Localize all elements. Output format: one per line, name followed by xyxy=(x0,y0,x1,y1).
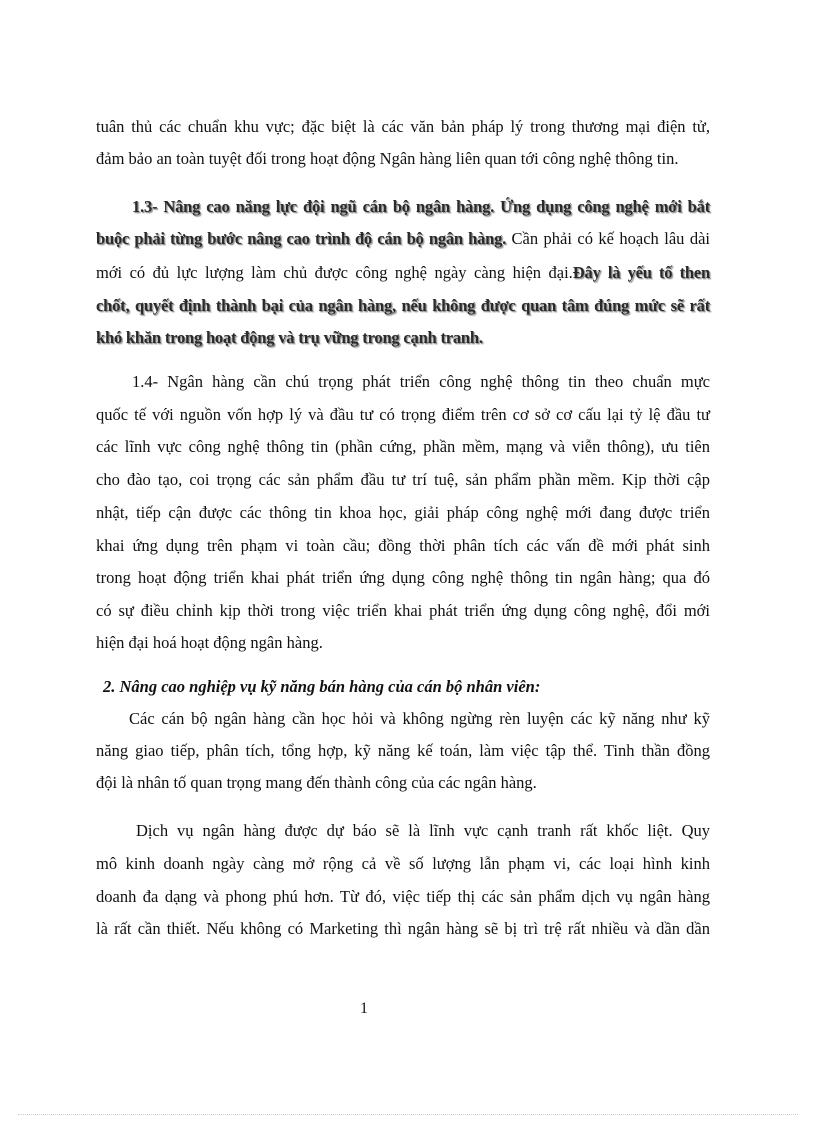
section-1-4-line: các lĩnh vực công nghệ thông tin (phần cứng, phần mềm, mạng và viễn thông), ưu tiên xyxy=(96,437,710,456)
shadow-text: Đây là yếu tố then xyxy=(572,263,710,282)
section-1-4-line: hiện đại hoá hoạt động ngân hàng. xyxy=(96,633,323,652)
body-text-line: đảm bảo an toàn tuyệt đối trong hoạt động Ngân hàng liên quan tới công nghệ thông tin. xyxy=(96,149,679,168)
section-1-4-line: trong hoạt động triển khai phát triển ứng dụng công nghệ thông tin ngân hàng; qua đó xyxy=(96,568,710,587)
page-bottom-divider xyxy=(18,1114,798,1115)
section-1-3-line xyxy=(96,228,710,250)
section-2-line: doanh đa dạng và phong phú hơn. Từ đó, việc tiếp thị các sản phẩm dịch vụ ngân hàng xyxy=(96,887,710,906)
section-1-4-line: cho đào tạo, coi trọng các sản phẩm đầu tư trí tuệ, sản phẩm phần mềm. Kịp thời cập xyxy=(96,470,710,489)
section-1-3-line: 1.3- Nâng cao năng lực đội ngũ cán bộ ngân hàng. Ứng dụng công nghệ mới bắt xyxy=(132,197,710,216)
section-2-line: đội là nhân tố quan trọng mang đến thành công của các ngân hàng. xyxy=(96,773,537,792)
section-2-line: là rất cần thiết. Nếu không có Marketing thì ngân hàng sẽ bị trì trệ rất nhiều và dần dần xyxy=(96,919,710,938)
section-1-4-line: khai ứng dụng trên phạm vi toàn cầu; đồng thời phân tích các vấn đề mới phát sinh xyxy=(96,536,710,555)
section-1-4-line: 1.4- Ngân hàng cần chú trọng phát triển công nghệ thông tin theo chuẩn mực xyxy=(132,372,710,391)
page-number: 1 xyxy=(360,1000,368,1017)
section-heading-2: 2. Nâng cao nghiệp vụ kỹ năng bán hàng của cán bộ nhân viên: xyxy=(103,677,541,696)
plain-text: mới có đủ lực lượng làm chủ được công nghệ ngày càng hiện đại. xyxy=(96,263,573,282)
section-1-4-line: nhật, tiếp cận được các thông tin khoa học, giải pháp công nghệ mới đang được triển xyxy=(96,503,710,522)
section-1-4-line: có sự điều chỉnh kịp thời trong việc triển khai phát triển ứng dụng công nghệ, đổi mới xyxy=(96,601,710,620)
shadow-text: buộc phải từng bước nâng cao trình độ cán bộ ngân hàng. xyxy=(96,229,507,248)
body-text-line: tuân thủ các chuẩn khu vực; đặc biệt là các văn bản pháp lý trong thương mại điện tử, xyxy=(96,117,710,136)
section-2-line: Các cán bộ ngân hàng cần học hỏi và không ngừng rèn luyện các kỹ năng như kỹ xyxy=(129,709,710,728)
section-2-line: mô kinh doanh ngày càng mở rộng cả về số lượng lẫn phạm vi, các loại hình kinh xyxy=(96,854,710,873)
section-1-4-line: quốc tế với nguồn vốn hợp lý và đầu tư có trọng điểm trên cơ sở cơ cấu lại tỷ lệ đầu tư xyxy=(96,405,710,424)
plain-text: Cần phải có kế hoạch lâu dài xyxy=(506,229,710,248)
section-2-line: Dịch vụ ngân hàng được dự báo sẽ là lĩnh vực cạnh tranh rất khốc liệt. Quy xyxy=(136,821,710,840)
section-1-3-line: chốt, quyết định thành bại của ngân hàng, nếu không được quan tâm đúng mức sẽ rất xyxy=(96,296,710,315)
section-1-3-line: khó khăn trong hoạt động và trụ vững trong cạnh tranh. xyxy=(96,328,483,347)
section-1-3-line xyxy=(96,262,710,284)
section-2-line: năng giao tiếp, phân tích, tổng hợp, kỹ năng kế toán, làm việc tập thể. Tinh thần đồng xyxy=(96,741,710,760)
